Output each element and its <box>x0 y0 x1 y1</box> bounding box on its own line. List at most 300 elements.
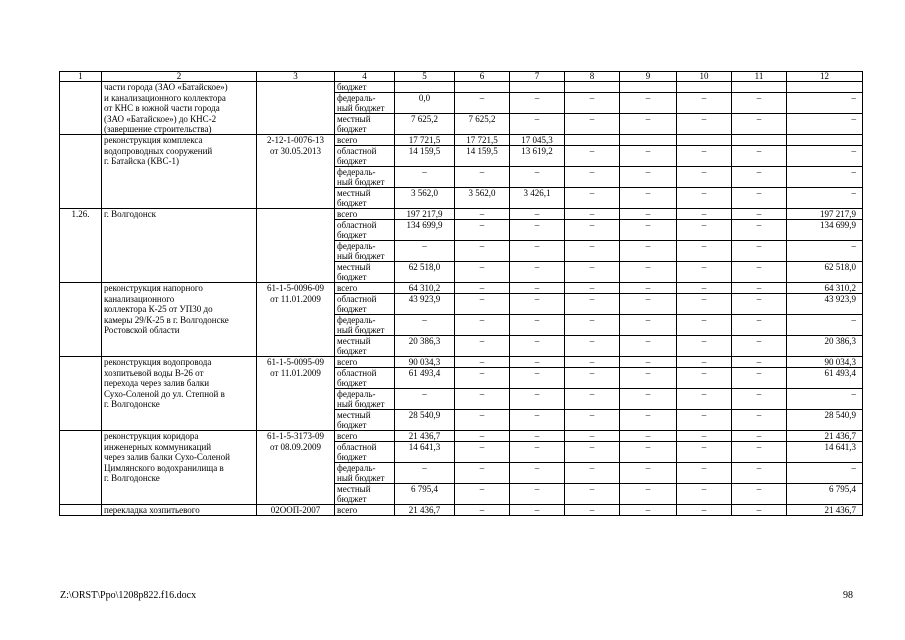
table-cell: – <box>455 93 510 104</box>
table-cell <box>257 473 335 484</box>
table-cell <box>102 262 257 273</box>
table-cell <box>510 399 565 410</box>
table-cell <box>102 230 257 241</box>
table-row <box>60 135 863 146</box>
table-cell <box>60 463 102 474</box>
table-cell: – <box>787 146 863 157</box>
table-cell <box>787 156 863 167</box>
table-cell: областной <box>335 146 395 157</box>
table-cell: – <box>455 442 510 453</box>
table-cell: – <box>677 484 732 495</box>
table-cell: ный бюджет <box>335 103 395 114</box>
table-cell: – <box>620 114 677 125</box>
table-cell <box>60 114 102 125</box>
table-row <box>60 325 863 336</box>
table-cell <box>257 93 335 104</box>
table-cell: – <box>732 294 787 305</box>
table-row <box>60 368 863 379</box>
table-row <box>60 156 863 167</box>
table-cell: федераль- <box>335 167 395 178</box>
table-cell: бюджет <box>335 304 395 315</box>
table-cell: – <box>455 209 510 220</box>
table-cell <box>620 135 677 146</box>
table-row <box>60 473 863 484</box>
table-cell <box>395 177 455 188</box>
table-cell: 20 386,3 <box>395 336 455 347</box>
table-cell: – <box>455 241 510 252</box>
table-cell <box>455 103 510 114</box>
table-cell: реконструкция комплекса <box>102 135 257 146</box>
table-cell <box>257 124 335 135</box>
table-row <box>60 315 863 326</box>
table-cell: 02ООП-2007 <box>257 505 335 516</box>
table-cell: ный бюджет <box>335 177 395 188</box>
table-cell <box>787 124 863 135</box>
table-cell <box>60 484 102 495</box>
table-cell: 6 795,4 <box>395 484 455 495</box>
table-cell: – <box>565 294 620 305</box>
table-cell <box>60 325 102 336</box>
table-cell <box>60 135 102 146</box>
table-cell: – <box>620 241 677 252</box>
table-cell <box>395 198 455 209</box>
table-cell <box>257 389 335 400</box>
table-cell: – <box>395 463 455 474</box>
table-cell: – <box>677 209 732 220</box>
table-cell: местный <box>335 114 395 125</box>
table-cell: – <box>565 220 620 231</box>
table-cell: всего <box>335 283 395 294</box>
table-cell: (завершение строительства) <box>102 124 257 135</box>
table-cell <box>787 473 863 484</box>
table-cell: канализационного <box>102 294 257 305</box>
table-cell <box>787 251 863 262</box>
table-cell: – <box>677 241 732 252</box>
table-cell <box>732 494 787 505</box>
table-cell: 21 436,7 <box>787 431 863 442</box>
table-cell <box>257 82 335 93</box>
table-cell: – <box>455 368 510 379</box>
table-cell: – <box>732 283 787 294</box>
table-cell: – <box>565 389 620 400</box>
table-cell: – <box>732 220 787 231</box>
table-row <box>60 378 863 389</box>
table-cell: областной <box>335 442 395 453</box>
table-cell <box>455 378 510 389</box>
table-cell <box>257 241 335 252</box>
table-cell: – <box>677 93 732 104</box>
column-number: 12 <box>787 72 863 82</box>
table-cell: – <box>510 484 565 495</box>
table-cell: – <box>732 410 787 421</box>
table-cell: инженерных коммуникаций <box>102 442 257 453</box>
table-cell: – <box>510 505 565 516</box>
table-cell: бюджет <box>335 156 395 167</box>
table-cell: – <box>732 368 787 379</box>
table-cell: – <box>455 505 510 516</box>
table-cell: – <box>677 368 732 379</box>
table-cell: – <box>787 315 863 326</box>
table-cell: – <box>732 336 787 347</box>
table-cell <box>510 420 565 431</box>
table-cell: – <box>565 315 620 326</box>
column-number: 7 <box>510 72 565 82</box>
table-cell <box>510 304 565 315</box>
table-cell <box>60 378 102 389</box>
table-cell: – <box>620 336 677 347</box>
table-cell: – <box>677 357 732 368</box>
table-cell: части города (ЗАО «Батайское») <box>102 82 257 93</box>
table-cell <box>732 420 787 431</box>
table-row <box>60 346 863 357</box>
table-cell: Цимлянского водохранилища в <box>102 463 257 474</box>
table-cell: – <box>455 315 510 326</box>
table-cell: 3 426,1 <box>510 188 565 199</box>
table-cell: – <box>455 294 510 305</box>
table-cell: всего <box>335 357 395 368</box>
table-cell <box>732 272 787 283</box>
table-cell: – <box>455 389 510 400</box>
table-cell <box>677 156 732 167</box>
table-cell: – <box>395 389 455 400</box>
table-cell <box>565 272 620 283</box>
table-cell <box>565 251 620 262</box>
table-cell: 21 436,7 <box>787 505 863 516</box>
table-cell: – <box>732 114 787 125</box>
table-cell <box>60 389 102 400</box>
table-cell <box>395 103 455 114</box>
table-cell: – <box>732 262 787 273</box>
table-cell: – <box>565 114 620 125</box>
table-cell: – <box>677 315 732 326</box>
table-cell <box>395 473 455 484</box>
table-cell: – <box>565 442 620 453</box>
table-cell: камеры 29/К-25 в г. Волгодонске <box>102 315 257 326</box>
table-cell <box>565 198 620 209</box>
table-cell: – <box>395 315 455 326</box>
table-cell: – <box>732 146 787 157</box>
table-cell: – <box>510 463 565 474</box>
table-cell: перекладка хозпитьевого <box>102 505 257 516</box>
table-cell <box>257 272 335 283</box>
table-cell: – <box>565 167 620 178</box>
table-cell <box>565 399 620 410</box>
table-cell <box>677 198 732 209</box>
table-cell <box>60 177 102 188</box>
table-cell: – <box>510 93 565 104</box>
table-cell <box>787 177 863 188</box>
table-cell: – <box>565 357 620 368</box>
table-cell: 64 310,2 <box>787 283 863 294</box>
table-cell: – <box>677 336 732 347</box>
table-cell: – <box>787 241 863 252</box>
table-cell: федераль- <box>335 463 395 474</box>
table-cell: – <box>677 146 732 157</box>
table-cell <box>510 177 565 188</box>
table-cell <box>677 124 732 135</box>
table-cell <box>395 399 455 410</box>
table-cell: 2-12-1-0076-13 <box>257 135 335 146</box>
table-cell: хозпитьевой воды В-26 от <box>102 368 257 379</box>
table-cell <box>565 177 620 188</box>
table-cell <box>787 272 863 283</box>
table-cell: – <box>677 294 732 305</box>
table-cell: коллектора К-25 от УП30 до <box>102 304 257 315</box>
table-cell: 1.26. <box>60 209 102 220</box>
table-cell <box>677 304 732 315</box>
table-cell <box>395 420 455 431</box>
table-cell: – <box>620 294 677 305</box>
table-cell <box>677 325 732 336</box>
table-cell: (ЗАО «Батайское») до КНС-2 <box>102 114 257 125</box>
table-cell: – <box>732 241 787 252</box>
table-row <box>60 220 863 231</box>
table-row <box>60 336 863 347</box>
column-number: 3 <box>257 72 335 82</box>
table-cell <box>60 262 102 273</box>
table-cell <box>787 494 863 505</box>
table-cell <box>677 346 732 357</box>
table-cell <box>395 452 455 463</box>
table-cell <box>620 198 677 209</box>
table-cell <box>510 124 565 135</box>
table-cell: бюджет <box>335 494 395 505</box>
table-cell: 28 540,9 <box>787 410 863 421</box>
table-cell <box>257 167 335 178</box>
page-number: 98 <box>843 590 853 601</box>
table-cell: бюджет <box>335 346 395 357</box>
table-cell: – <box>732 484 787 495</box>
table-cell <box>787 325 863 336</box>
table-row <box>60 262 863 273</box>
table-cell <box>620 230 677 241</box>
table-cell <box>60 473 102 484</box>
table-cell <box>455 346 510 357</box>
table-cell: – <box>732 167 787 178</box>
table-cell <box>620 399 677 410</box>
table-cell <box>677 82 732 93</box>
table-cell: 62 518,0 <box>787 262 863 273</box>
table-cell <box>565 156 620 167</box>
table-cell <box>257 103 335 114</box>
column-number: 9 <box>620 72 677 82</box>
table-cell: ный бюджет <box>335 325 395 336</box>
table-cell <box>565 452 620 463</box>
column-number: 5 <box>395 72 455 82</box>
table-row <box>60 93 863 104</box>
table-cell <box>787 346 863 357</box>
table-cell <box>677 135 732 146</box>
table-cell: всего <box>335 431 395 442</box>
table-cell <box>787 198 863 209</box>
table-cell: 61-1-5-0095-09 <box>257 357 335 368</box>
table-cell: – <box>677 283 732 294</box>
table-cell <box>565 82 620 93</box>
table-cell <box>60 241 102 252</box>
table-cell <box>620 346 677 357</box>
table-cell: бюджет <box>335 272 395 283</box>
table-cell <box>510 82 565 93</box>
table-cell: областной <box>335 220 395 231</box>
table-row <box>60 294 863 305</box>
table-cell: – <box>787 463 863 474</box>
table-cell: – <box>510 357 565 368</box>
table-cell <box>455 304 510 315</box>
table-cell: 17 721,5 <box>455 135 510 146</box>
table-cell <box>455 124 510 135</box>
table-cell: 197 217,9 <box>395 209 455 220</box>
table-cell: местный <box>335 410 395 421</box>
table-cell <box>565 103 620 114</box>
table-cell: ный бюджет <box>335 399 395 410</box>
table-cell: – <box>620 146 677 157</box>
table-cell <box>257 209 335 220</box>
table-cell <box>510 494 565 505</box>
table-cell <box>60 431 102 442</box>
table-cell <box>787 452 863 463</box>
table-cell: – <box>455 357 510 368</box>
table-row <box>60 114 863 125</box>
table-cell <box>510 378 565 389</box>
table-cell: – <box>620 484 677 495</box>
table-cell <box>257 336 335 347</box>
table-cell: – <box>620 357 677 368</box>
table-cell <box>395 494 455 505</box>
table-cell: – <box>787 167 863 178</box>
table-cell <box>787 135 863 146</box>
table-row <box>60 209 863 220</box>
table-cell: – <box>620 442 677 453</box>
table-cell <box>60 357 102 368</box>
table-cell: 17 045,3 <box>510 135 565 146</box>
table-cell <box>732 473 787 484</box>
table-cell: – <box>732 188 787 199</box>
table-cell <box>257 198 335 209</box>
table-cell <box>787 420 863 431</box>
table-cell <box>257 156 335 167</box>
table-cell <box>732 251 787 262</box>
table-cell <box>455 198 510 209</box>
table-cell: – <box>677 220 732 231</box>
table-cell: 21 436,7 <box>395 431 455 442</box>
table-cell <box>60 156 102 167</box>
table-cell: 90 034,3 <box>787 357 863 368</box>
table-cell: – <box>510 431 565 442</box>
table-row <box>60 463 863 474</box>
table-cell: – <box>455 410 510 421</box>
table-cell <box>620 494 677 505</box>
table-cell <box>102 420 257 431</box>
table-cell <box>60 442 102 453</box>
table-cell: – <box>732 431 787 442</box>
table-cell: бюджет <box>335 198 395 209</box>
table-cell: 62 518,0 <box>395 262 455 273</box>
table-cell: – <box>620 315 677 326</box>
table-cell <box>257 114 335 125</box>
table-cell <box>257 463 335 474</box>
table-cell: – <box>787 188 863 199</box>
column-number: 10 <box>677 72 732 82</box>
table-cell <box>102 251 257 262</box>
table-cell: – <box>510 315 565 326</box>
table-cell: г. Волгодонске <box>102 399 257 410</box>
table-cell <box>510 272 565 283</box>
table-cell <box>732 156 787 167</box>
table-cell <box>455 452 510 463</box>
table-cell: – <box>455 262 510 273</box>
table-cell: 64 310,2 <box>395 283 455 294</box>
table-cell <box>620 378 677 389</box>
table-cell: – <box>395 241 455 252</box>
table-cell: – <box>395 167 455 178</box>
table-cell <box>60 368 102 379</box>
table-cell: – <box>677 463 732 474</box>
table-cell: федераль- <box>335 93 395 104</box>
table-cell <box>620 420 677 431</box>
table-cell: – <box>620 431 677 442</box>
table-cell <box>787 399 863 410</box>
table-cell <box>732 124 787 135</box>
table-cell <box>395 230 455 241</box>
table-cell <box>677 452 732 463</box>
table-cell: – <box>732 209 787 220</box>
table-cell: – <box>677 167 732 178</box>
table-row <box>60 177 863 188</box>
table-cell: 90 034,3 <box>395 357 455 368</box>
table-cell: – <box>565 431 620 442</box>
table-cell <box>395 272 455 283</box>
table-cell <box>620 124 677 135</box>
table-cell: 14 159,5 <box>395 146 455 157</box>
table-cell <box>732 230 787 241</box>
table-cell <box>60 399 102 410</box>
table-cell: – <box>455 431 510 442</box>
table-row <box>60 420 863 431</box>
table-cell <box>732 378 787 389</box>
document-file-path: Z:\ORST\Ppo\1208p822.f16.docx <box>60 590 197 601</box>
table-cell: – <box>565 505 620 516</box>
table-row <box>60 410 863 421</box>
table-row <box>60 431 863 442</box>
table-row <box>60 124 863 135</box>
table-cell <box>257 304 335 315</box>
table-cell <box>677 473 732 484</box>
table-cell: от 11.01.2009 <box>257 368 335 379</box>
table-cell <box>60 494 102 505</box>
column-number: 6 <box>455 72 510 82</box>
table-cell: от 30.05.2013 <box>257 146 335 157</box>
table-cell: 61-1-5-3173-09 <box>257 431 335 442</box>
table-row <box>60 251 863 262</box>
table-cell: – <box>455 484 510 495</box>
table-cell: – <box>565 410 620 421</box>
table-cell: – <box>510 209 565 220</box>
table-cell <box>257 230 335 241</box>
table-cell <box>102 346 257 357</box>
table-cell: всего <box>335 505 395 516</box>
table-cell: – <box>565 241 620 252</box>
table-cell: 17 721,5 <box>395 135 455 146</box>
table-cell <box>620 452 677 463</box>
table-row <box>60 241 863 252</box>
table-cell: – <box>565 209 620 220</box>
table-cell: 14 641,3 <box>395 442 455 453</box>
table-cell <box>677 420 732 431</box>
table-row <box>60 399 863 410</box>
table-row <box>60 442 863 453</box>
table-cell: реконструкция водопровода <box>102 357 257 368</box>
table-cell: Ростовской области <box>102 325 257 336</box>
